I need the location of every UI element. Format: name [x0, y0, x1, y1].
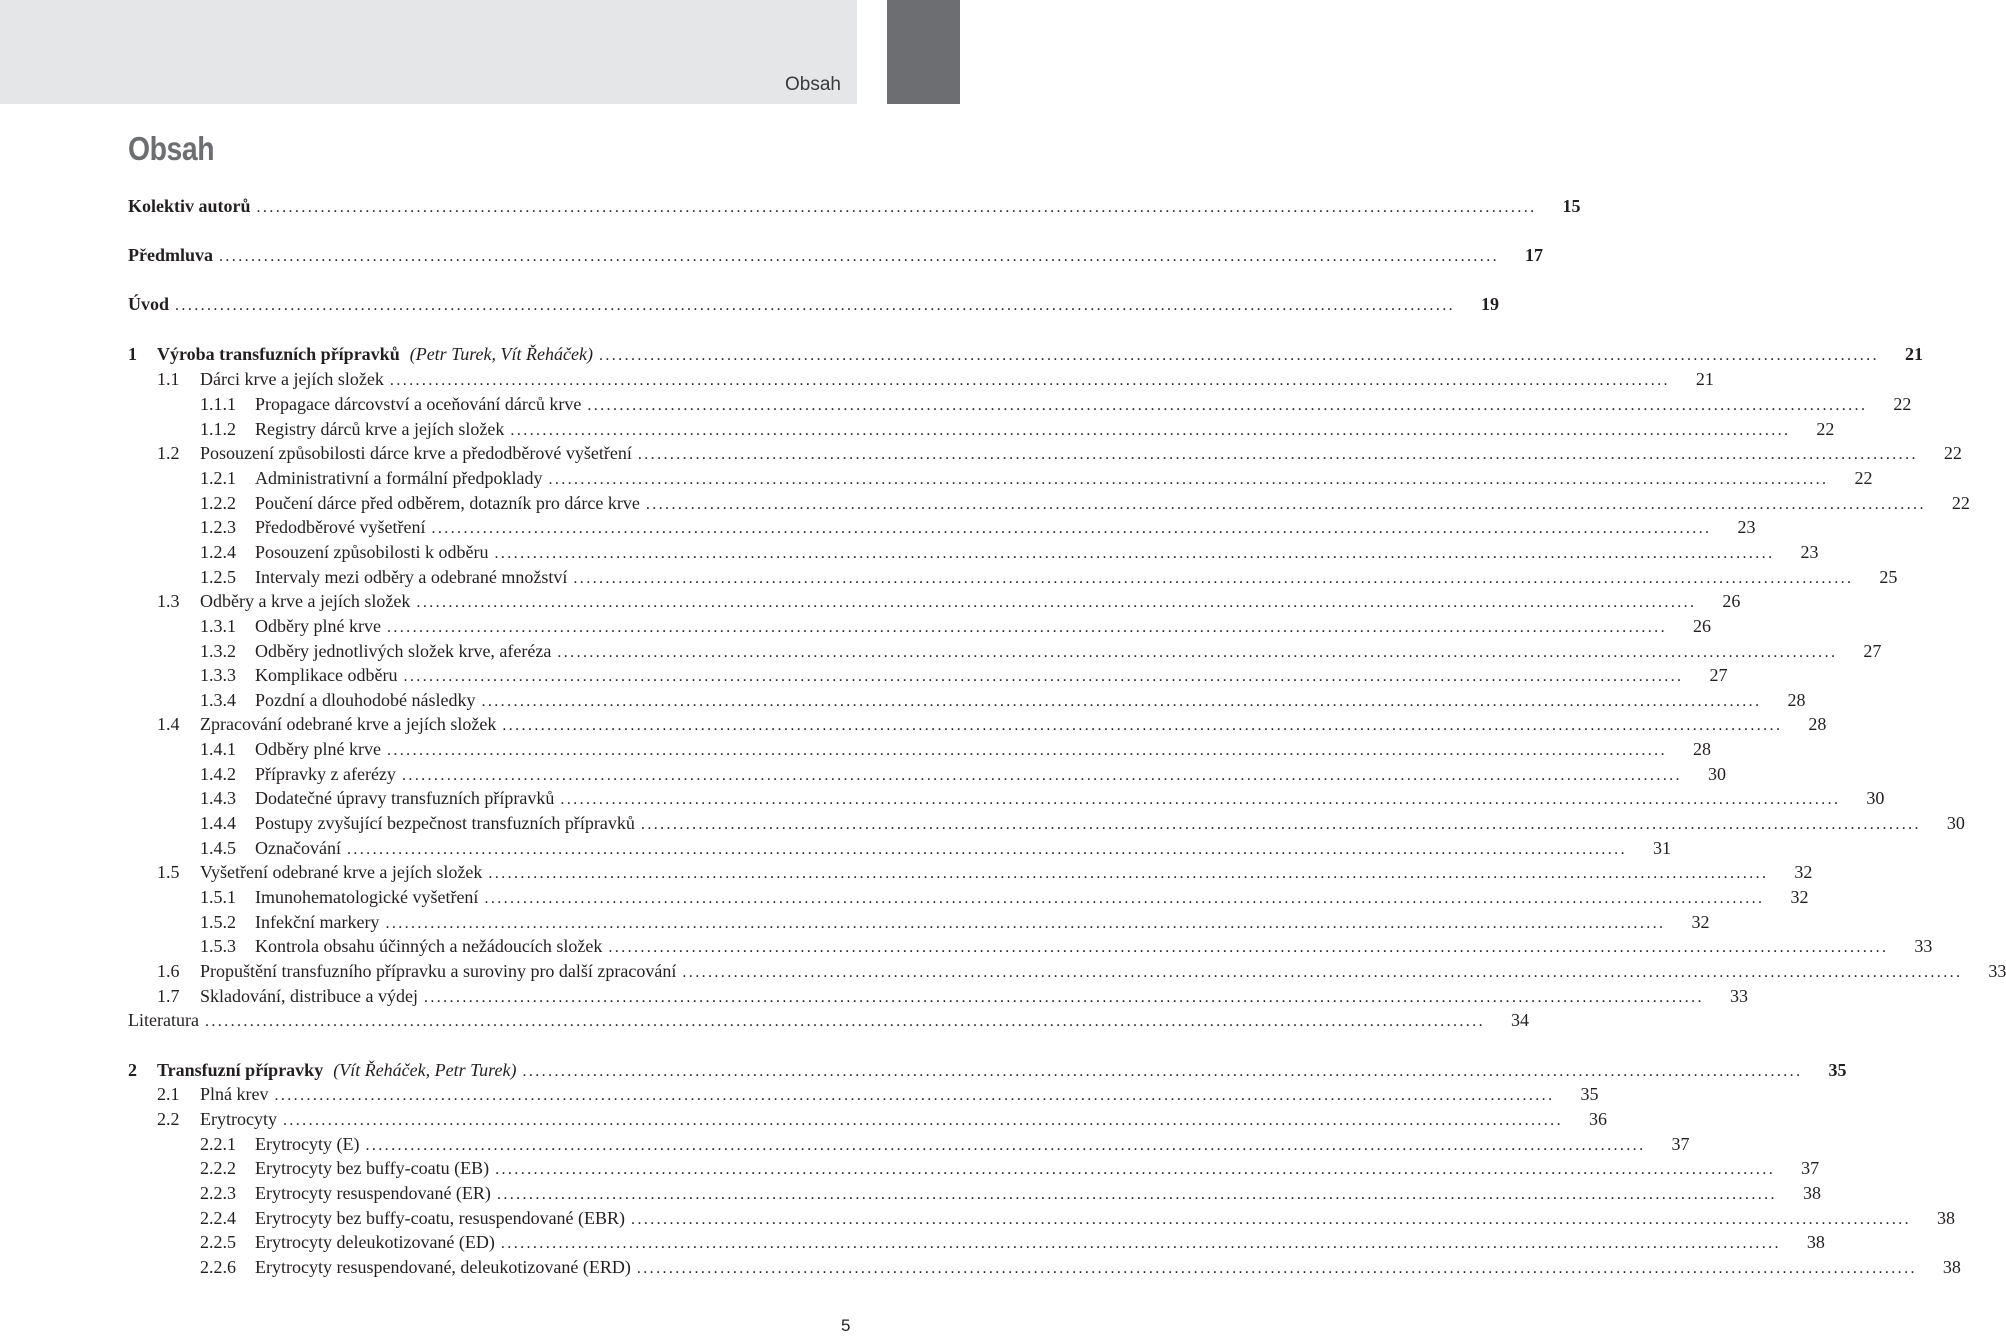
- toc-entry-page: 22: [1951, 493, 1970, 513]
- dot-leader: ........................................................................................................................................................................................................: [423, 989, 1704, 1006]
- toc-entry[interactable]: [200, 786, 1885, 810]
- toc-entry[interactable]: [200, 836, 1671, 860]
- toc-entry[interactable]: [200, 417, 1835, 441]
- toc-entry-number: 1.5.2: [200, 912, 236, 932]
- toc-entry-number: 1.5: [157, 862, 180, 882]
- toc-entry[interactable]: [128, 342, 1923, 366]
- dot-leader: ........................................................................................................................................................................................................: [495, 1161, 1776, 1178]
- toc-entry-number: 1.1.2: [200, 419, 236, 439]
- toc-entry-number: 1.3.3: [200, 665, 236, 685]
- toc-entry-page: 28: [1808, 714, 1827, 734]
- toc-entry-page: 30: [1707, 764, 1726, 784]
- toc-entry-title: Odběry a krve a jejích složek: [200, 591, 411, 611]
- toc-entry-number: 1.3.4: [200, 690, 236, 710]
- toc-entry-page: 35: [1828, 1060, 1847, 1080]
- toc-entry-title: Pozdní a dlouhodobé následky: [255, 690, 476, 710]
- toc-entry[interactable]: [200, 540, 1819, 564]
- toc-entry-number: 1.4.2: [200, 764, 236, 784]
- dot-leader: ........................................................................................................................................................................................................: [385, 915, 1666, 932]
- toc-entry[interactable]: [157, 441, 1962, 465]
- toc-entry-page: 28: [1692, 739, 1711, 759]
- toc-entry-page: 17: [1525, 245, 1543, 265]
- dot-leader: ........................................................................................................................................................................................................: [608, 939, 1889, 956]
- dot-leader: ........................................................................................................................................................................................................: [386, 619, 1667, 636]
- toc-entry-page: 22: [1816, 419, 1835, 439]
- toc-entry-number: 1.6: [157, 961, 180, 981]
- toc-entry-title: Postupy zvyšující bezpečnost transfuzních přípravků: [255, 813, 635, 833]
- toc-entry-number: 1: [128, 344, 137, 364]
- dot-leader: ........................................................................................................................................................................................................: [274, 1087, 1555, 1104]
- toc-entry-page: 37: [1671, 1134, 1690, 1154]
- dot-leader: ........................................................................................................................................................................................................: [598, 347, 1879, 364]
- dot-leader: ........................................................................................................................................................................................................: [403, 668, 1684, 685]
- toc-entry[interactable]: [200, 885, 1809, 909]
- dot-leader: ........................................................................................................................................................................................................: [522, 1063, 1803, 1080]
- toc-entry[interactable]: [200, 491, 1970, 515]
- toc-entry[interactable]: [200, 639, 1882, 663]
- toc-entry-page: 22: [1893, 394, 1912, 414]
- dot-leader: ........................................................................................................................................................................................................: [282, 1112, 1563, 1129]
- toc-entry[interactable]: [157, 860, 1813, 884]
- toc-entry-page: 32: [1794, 862, 1813, 882]
- toc-entry-number: 1.3: [157, 591, 180, 611]
- dot-leader: ........................................................................................................................................................................................................: [645, 496, 1926, 513]
- toc-entry-page: 28: [1787, 690, 1806, 710]
- toc-entry-page: 26: [1722, 591, 1741, 611]
- toc-entry-title: Erytrocyty resuspendované, deleukotizované (ERD): [255, 1257, 631, 1277]
- running-header: Obsah: [785, 74, 841, 95]
- toc-entry-page: 38: [1937, 1208, 1956, 1228]
- toc-entry-number: 1.5.1: [200, 887, 236, 907]
- toc-entry[interactable]: [200, 811, 1965, 835]
- toc-entry-number: 2: [128, 1060, 137, 1080]
- toc-entry[interactable]: [200, 688, 1806, 712]
- toc-entry-title: Odběry plné krve: [255, 616, 381, 636]
- toc-entry[interactable]: [157, 984, 1748, 1008]
- toc-entry-number: 1.4: [157, 714, 180, 734]
- toc-entry-number: 1.2.3: [200, 517, 236, 537]
- toc-entry-page: 27: [1709, 665, 1728, 685]
- toc-entry-number: 1.4.3: [200, 788, 236, 808]
- toc-entry-number: 2.1: [157, 1084, 180, 1104]
- toc-entry-page: 21: [1904, 344, 1923, 364]
- toc-entry[interactable]: [157, 1082, 1599, 1106]
- toc-entry[interactable]: [157, 1107, 1607, 1131]
- toc-entry-page: 36: [1588, 1109, 1607, 1129]
- toc-entry-title: Erytrocyty deleukotizované (ED): [255, 1232, 495, 1252]
- toc-entry-number: 2.2.6: [200, 1257, 236, 1277]
- toc-entry-page: 31: [1652, 838, 1671, 858]
- toc-entry-title: Erytrocyty resuspendované (ER): [255, 1183, 491, 1203]
- toc-entry[interactable]: [157, 959, 2006, 983]
- toc-entry-number: 1.2.2: [200, 493, 236, 513]
- dot-leader: ........................................................................................................................................................................................................: [631, 1211, 1912, 1228]
- toc-entry-title: Imunohematologické vyšetření: [255, 887, 479, 907]
- toc-entry[interactable]: [200, 910, 1710, 934]
- dot-leader: ........................................................................................................................................................................................................: [573, 570, 1854, 587]
- toc-entry-title: Vyšetření odebrané krve a jejích složek: [200, 862, 483, 882]
- toc-entry[interactable]: [200, 934, 1933, 958]
- toc-entry-title: Transfuzní přípravky: [157, 1060, 324, 1080]
- toc-entry-page: 33: [1914, 936, 1933, 956]
- toc-entry[interactable]: [200, 565, 1898, 589]
- toc-entry[interactable]: [200, 515, 1756, 539]
- dot-leader: ........................................................................................................................................................................................................: [175, 297, 1456, 314]
- dot-leader: ........................................................................................................................................................................................................: [346, 841, 1627, 858]
- toc-entry[interactable]: [157, 712, 1827, 736]
- toc-entry-page: 25: [1879, 567, 1898, 587]
- toc-entry[interactable]: [200, 1132, 1690, 1156]
- toc-entry-title: Erytrocyty: [200, 1109, 277, 1129]
- page-title: Obsah: [128, 130, 215, 167]
- toc-entry-page: 23: [1800, 542, 1819, 562]
- toc-entry-number: 2.2.1: [200, 1134, 236, 1154]
- toc-entry[interactable]: [128, 1008, 1529, 1032]
- dot-leader: ........................................................................................................................................................................................................: [256, 199, 1537, 216]
- toc-entry-title: Odběry jednotlivých složek krve, aferéza: [255, 641, 552, 661]
- dot-leader: ........................................................................................................................................................................................................: [386, 742, 1667, 759]
- toc-entry[interactable]: [157, 589, 1741, 613]
- toc-entry-number: 2.2.3: [200, 1183, 236, 1203]
- toc-entry-number: 1.4.1: [200, 739, 236, 759]
- toc-entry-title: Dárci krve a jejích složek: [200, 369, 384, 389]
- toc-entry-page: 21: [1695, 369, 1714, 389]
- toc-entry-number: 1.1.1: [200, 394, 236, 414]
- toc-entry-authors: (Vít Řeháček, Petr Turek): [333, 1060, 517, 1080]
- dot-leader: ........................................................................................................................................................................................................: [481, 693, 1762, 710]
- toc-entry-number: 1.3.1: [200, 616, 236, 636]
- toc-entry-page: 26: [1692, 616, 1711, 636]
- toc-entry-title: Erytrocyty bez buffy-coatu (EB): [255, 1158, 490, 1178]
- toc-entry-title: Skladování, distribuce a výdej: [200, 986, 418, 1006]
- toc-entry-page: 35: [1580, 1084, 1599, 1104]
- dot-leader: ........................................................................................................................................................................................................: [494, 545, 1775, 562]
- toc-entry-authors: (Petr Turek, Vít Řeháček): [409, 344, 593, 364]
- toc-entry[interactable]: [200, 466, 1873, 490]
- toc-entry[interactable]: [200, 737, 1711, 761]
- toc-entry-page: 30: [1946, 813, 1965, 833]
- toc-entry-title: Komplikace odběru: [255, 665, 398, 685]
- dot-leader: ........................................................................................................................................................................................................: [640, 816, 1921, 833]
- toc-entry[interactable]: [128, 1058, 1847, 1082]
- toc-entry-title: Poučení dárce před odběrem, dotazník pro dárce krve: [255, 493, 640, 513]
- toc-entry-page: 19: [1481, 294, 1500, 314]
- toc-entry-number: 1.2.4: [200, 542, 236, 562]
- toc-entry-title: Infekční markery: [255, 912, 380, 932]
- page-number: 5: [841, 1316, 851, 1335]
- dot-leader: ........................................................................................................................................................................................................: [401, 767, 1682, 784]
- toc-entry-title: Zpracování odebrané krve a jejích složek: [200, 714, 497, 734]
- toc-entry-title: Dodatečné úpravy transfuzních přípravků: [255, 788, 555, 808]
- dot-leader: ........................................................................................................................................................................................................: [502, 717, 1783, 734]
- toc-entry-page: 32: [1691, 912, 1710, 932]
- toc-entry-title: Předmluva: [128, 245, 213, 265]
- toc-entry-number: 2.2.4: [200, 1208, 236, 1228]
- toc-entry-page: 38: [1942, 1257, 1961, 1277]
- toc-entry-number: 1.5.3: [200, 936, 236, 956]
- toc-entry-page: 38: [1806, 1232, 1825, 1252]
- dot-leader: ........................................................................................................................................................................................................: [500, 1235, 1781, 1252]
- dot-leader: ........................................................................................................................................................................................................: [365, 1137, 1646, 1154]
- toc-entry[interactable]: [200, 614, 1711, 638]
- toc-entry-title: Označování: [255, 838, 341, 858]
- toc-entry-page: 37: [1801, 1158, 1820, 1178]
- dot-leader: ........................................................................................................................................................................................................: [204, 1013, 1485, 1030]
- toc-entry-page: 34: [1510, 1010, 1529, 1030]
- toc-entry-page: 22: [1854, 468, 1873, 488]
- toc-entry-title: Intervaly mezi odběry a odebrané množství: [255, 567, 568, 587]
- toc-entry-number: 1.4.4: [200, 813, 236, 833]
- toc-entry-title: Odběry plné krve: [255, 739, 381, 759]
- toc-entry-number: 1.2.5: [200, 567, 236, 587]
- toc-entry-number: 1.3.2: [200, 641, 236, 661]
- toc-entry-number: 1.2.1: [200, 468, 236, 488]
- corner-tab: [887, 0, 960, 104]
- dot-leader: ........................................................................................................................................................................................................: [389, 372, 1670, 389]
- dot-leader: ........................................................................................................................................................................................................: [484, 890, 1765, 907]
- toc-entry-number: 2.2: [157, 1109, 180, 1129]
- toc-entry[interactable]: [200, 1181, 1821, 1205]
- dot-leader: ........................................................................................................................................................................................................: [510, 422, 1791, 439]
- toc-entry-number: 2.2.5: [200, 1232, 236, 1252]
- toc-entry-number: 1.1: [157, 369, 180, 389]
- dot-leader: ........................................................................................................................................................................................................: [219, 248, 1499, 265]
- toc-entry-page: 33: [1729, 986, 1748, 1006]
- toc-entry-number: 2.2.2: [200, 1158, 236, 1178]
- dot-leader: ........................................................................................................................................................................................................: [637, 446, 1918, 463]
- dot-leader: ........................................................................................................................................................................................................: [416, 594, 1697, 611]
- toc-entry-title: Posouzení způsobilosti k odběru: [255, 542, 489, 562]
- toc-entry-page: 32: [1790, 887, 1809, 907]
- dot-leader: ........................................................................................................................................................................................................: [557, 644, 1838, 661]
- dot-leader: ........................................................................................................................................................................................................: [560, 791, 1841, 808]
- toc-entry-page: 15: [1562, 196, 1581, 216]
- toc-entry[interactable]: [200, 1206, 1956, 1230]
- toc-entry-page: 27: [1863, 641, 1882, 661]
- toc-entry-title: Erytrocyty bez buffy-coatu, resuspendované (EBR): [255, 1208, 626, 1228]
- toc-entry-title: Přípravky z aferézy: [255, 764, 396, 784]
- toc-entry-title: Posouzení způsobilosti dárce krve a předodběrové vyšetření: [200, 443, 632, 463]
- toc-entry[interactable]: [128, 243, 1543, 267]
- dot-leader: ........................................................................................................................................................................................................: [636, 1260, 1917, 1277]
- toc-entry[interactable]: [200, 1255, 1961, 1279]
- toc-entry-title: Předodběrové vyšetření: [255, 517, 426, 537]
- toc-entry-title: Plná krev: [200, 1084, 269, 1104]
- toc-entry[interactable]: [200, 762, 1726, 786]
- toc-entry-title: Propagace dárcovství a oceňování dárců krve: [255, 394, 582, 414]
- toc-entry-title: Kontrola obsahu účinných a nežádoucích složek: [255, 936, 603, 956]
- dot-leader: ........................................................................................................................................................................................................: [488, 865, 1769, 882]
- dot-leader: ........................................................................................................................................................................................................: [496, 1186, 1777, 1203]
- toc-entry-title: Výroba transfuzních přípravků: [157, 344, 400, 364]
- toc-entry-title: Literatura: [128, 1010, 199, 1030]
- toc-entry-page: 23: [1737, 517, 1756, 537]
- toc-entry-number: 1.7: [157, 986, 180, 1006]
- dot-leader: ........................................................................................................................................................................................................: [682, 964, 1963, 981]
- dot-leader: ........................................................................................................................................................................................................: [587, 397, 1868, 414]
- toc-entry[interactable]: [157, 367, 1714, 391]
- toc-entry-number: 1.2: [157, 443, 180, 463]
- toc-entry-page: 30: [1866, 788, 1885, 808]
- dot-leader: ........................................................................................................................................................................................................: [548, 471, 1829, 488]
- toc-entry-number: 1.4.5: [200, 838, 236, 858]
- toc-entry[interactable]: [200, 663, 1728, 687]
- toc-entry[interactable]: [128, 292, 1500, 316]
- toc-entry-title: Kolektiv autorů: [128, 196, 251, 216]
- toc-entry-title: Úvod: [128, 294, 170, 314]
- toc-entry[interactable]: [200, 392, 1912, 416]
- toc-entry-title: Registry dárců krve a jejích složek: [255, 419, 505, 439]
- toc-entry-title: Propuštění transfuzního přípravku a suroviny pro další zpracování: [200, 961, 677, 981]
- toc-entry-page: 38: [1802, 1183, 1821, 1203]
- toc-entry-title: Erytrocyty (E): [255, 1134, 360, 1154]
- dot-leader: ........................................................................................................................................................................................................: [431, 520, 1712, 537]
- header-band: [0, 0, 857, 104]
- toc-entry-page: 22: [1943, 443, 1962, 463]
- toc-entry[interactable]: [200, 1230, 1825, 1254]
- toc-entry[interactable]: [128, 194, 1581, 218]
- toc-entry-page: 33: [1988, 961, 2006, 981]
- toc-entry[interactable]: [200, 1156, 1820, 1180]
- toc-entry-title: Administrativní a formální předpoklady: [255, 468, 543, 488]
